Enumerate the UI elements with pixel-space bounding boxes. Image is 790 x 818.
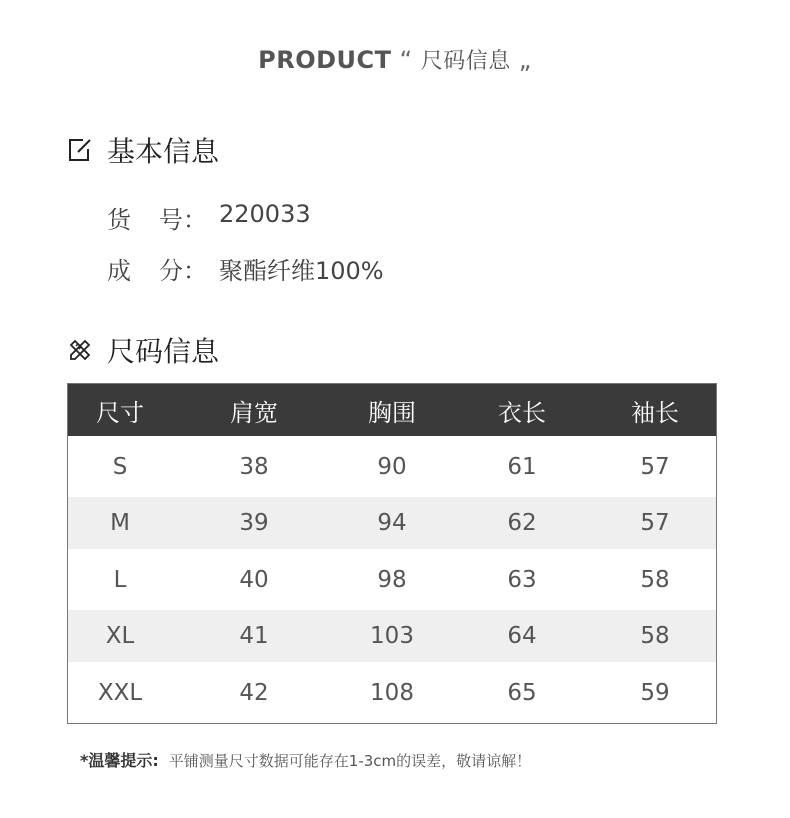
info-key-b: 分：	[159, 257, 207, 285]
info-key-a: 成	[107, 257, 131, 285]
table-cell: 65	[507, 679, 537, 706]
table-cell: 41	[239, 623, 269, 649]
table-cell: M	[110, 510, 130, 536]
header-chest: 胸围	[368, 398, 416, 427]
table-cell: 58	[640, 623, 670, 649]
tip-label: *温馨提示:	[80, 751, 159, 770]
quote-close: „	[518, 46, 532, 74]
table-cell: 61	[507, 453, 537, 480]
quote-open: “	[399, 46, 413, 74]
table-cell: XXL	[97, 679, 143, 706]
table-cell: 42	[239, 679, 269, 706]
table-cell: 57	[640, 510, 670, 536]
table-row	[68, 497, 716, 549]
table-cell: XL	[105, 623, 135, 649]
title-english: PRODUCT	[258, 46, 392, 74]
table-cell: L	[113, 566, 127, 593]
info-key-b: 号：	[159, 206, 207, 234]
table-cell: 57	[640, 453, 670, 480]
table-cell: 58	[640, 566, 670, 593]
table-cell: 59	[640, 679, 670, 706]
edit-square-icon	[67, 137, 93, 163]
measurement-tip	[80, 748, 531, 771]
table-row	[68, 549, 716, 610]
table-row	[68, 436, 716, 497]
ruler-pencil-icon	[67, 337, 93, 363]
info-value: 220033	[219, 200, 311, 228]
table-cell: 103	[370, 623, 414, 649]
title-chinese: 尺码信息	[420, 49, 511, 74]
table-row	[68, 662, 716, 723]
table-row	[68, 610, 716, 662]
header-sleeve: 袖长	[631, 398, 679, 427]
basic-info-header	[67, 130, 219, 170]
size-info-header	[67, 330, 219, 370]
info-row-item-number	[107, 200, 311, 235]
header-length: 衣长	[498, 398, 546, 427]
table-cell: 39	[239, 510, 269, 536]
table-cell: 40	[239, 566, 269, 593]
table-cell: 94	[377, 510, 407, 536]
table-cell: 62	[507, 510, 537, 536]
table-cell: S	[112, 453, 128, 480]
table-header	[68, 384, 716, 436]
info-value: 聚酯纤维100%	[219, 257, 384, 285]
size-info-title: 尺码信息	[107, 335, 220, 368]
info-key-a: 货	[107, 206, 131, 234]
basic-info-title: 基本信息	[107, 135, 220, 168]
page-title	[0, 44, 790, 75]
tip-text: 平铺测量尺寸数据可能存在1-3cm的误差，敬请谅解！	[168, 752, 532, 770]
table-cell: 64	[507, 623, 537, 649]
header-shoulder: 肩宽	[230, 398, 278, 427]
info-row-material	[107, 251, 384, 286]
table-cell: 108	[370, 679, 414, 706]
table-cell: 38	[239, 453, 269, 480]
size-table	[67, 383, 717, 724]
table-cell: 63	[507, 566, 537, 593]
table-cell: 98	[377, 566, 407, 593]
header-size: 尺寸	[96, 398, 144, 427]
table-cell: 90	[377, 453, 407, 480]
